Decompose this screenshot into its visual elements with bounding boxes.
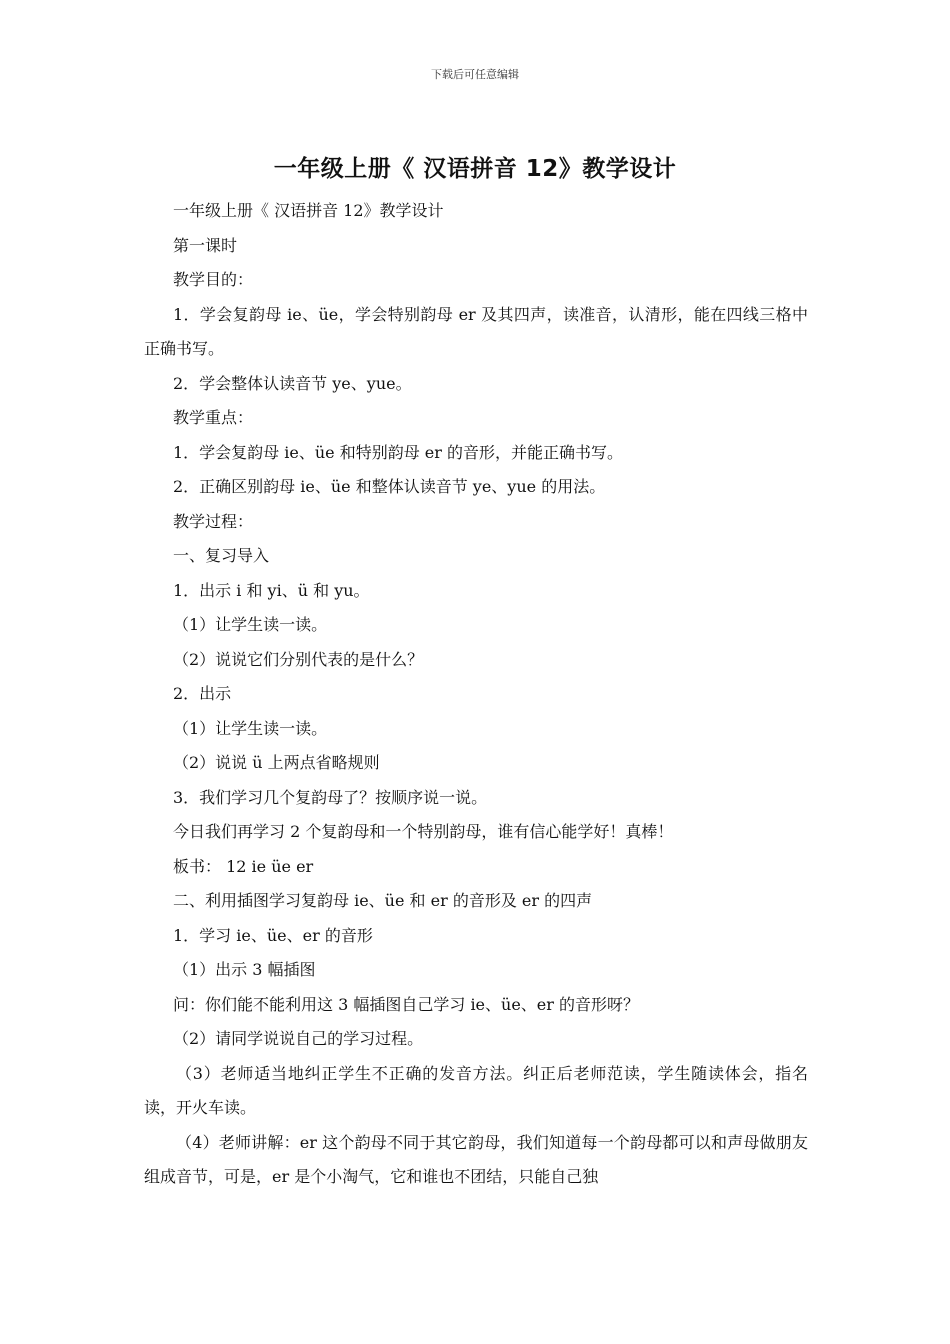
paragraph-objective-2: 2．学会整体认读音节 ye、yue。 [173,373,412,393]
paragraph-question: 问：你们能不能利用这 3 幅插图自己学习 ie、üe、er 的音形呀？ [173,994,640,1014]
paragraph-blackboard: 板书： 12 ie üe er [173,856,314,876]
paragraph-heading-keypoints: 教学重点： [173,408,254,427]
paragraph-step-2: 2．出示 [173,684,232,703]
paragraph-keypoint-2: 2．正确区别韵母 ie、üe 和整体认读音节 ye、yue 的用法。 [173,477,606,496]
paragraph-objective-1: 1．学会复韵母 ie、üe，学会特别韵母 er 及其四声，读准音，认清形，能在四线三格中正确书写。 [144,304,808,358]
page-header-note: 下载后可任意编辑 [431,68,519,81]
paragraph-intro: 今日我们再学习 2 个复韵母和一个特别韵母，谁有信心能学好！真棒！ [173,822,674,841]
paragraph-substep: （4）老师讲解：er 这个韵母不同于其它韵母，我们知道每一个韵母都可以和声母做朋友组成音节，可是，er 是个小淘气，它和谁也不团结，只能自己独 [144,1132,808,1186]
paragraph-heading-process: 教学过程： [173,511,254,531]
document-body [144,194,808,1195]
paragraph-keypoint-1: 1．学会复韵母 ie、üe 和特别韵母 er 的音形，并能正确书写。 [173,442,624,462]
paragraph-substep: （1）让学生读一读。 [173,615,328,634]
paragraph-step-3: 3．我们学习几个复韵母了？按顺序说一说。 [173,787,488,807]
document-title: 一年级上册《 汉语拼音 12》教学设计 [273,156,677,182]
paragraph-section-1: 一、复习导入 [173,546,270,565]
paragraph-substep: （1）让学生读一读。 [173,718,328,738]
paragraph-substep: （2）请同学说说自己的学习过程。 [173,1029,424,1048]
paragraph-step-1: 1．学习 ie、üe、er 的音形 [173,925,373,945]
paragraph-lesson: 第一课时 [173,235,238,255]
paragraph-substep: （3）老师适当地纠正学生不正确的发音方法。纠正后老师范读，学生随读体会，指名读，开火车读。 [144,1063,808,1117]
paragraph-substep: （2）说说 ü 上两点省略规则 [173,753,380,772]
paragraph-step-1: 1．出示 i 和 yi、ü 和 yu。 [173,580,370,600]
paragraph-heading-objectives: 教学目的： [173,270,254,289]
paragraph-subtitle: 一年级上册《 汉语拼音 12》教学设计 [173,201,444,220]
paragraph-substep: （2）说说它们分别代表的是什么？ [173,649,424,669]
paragraph-substep: （1）出示 3 幅插图 [173,960,316,979]
paragraph-section-2: 二、利用插图学习复韵母 ie、üe 和 er 的音形及 er 的四声 [173,891,593,910]
